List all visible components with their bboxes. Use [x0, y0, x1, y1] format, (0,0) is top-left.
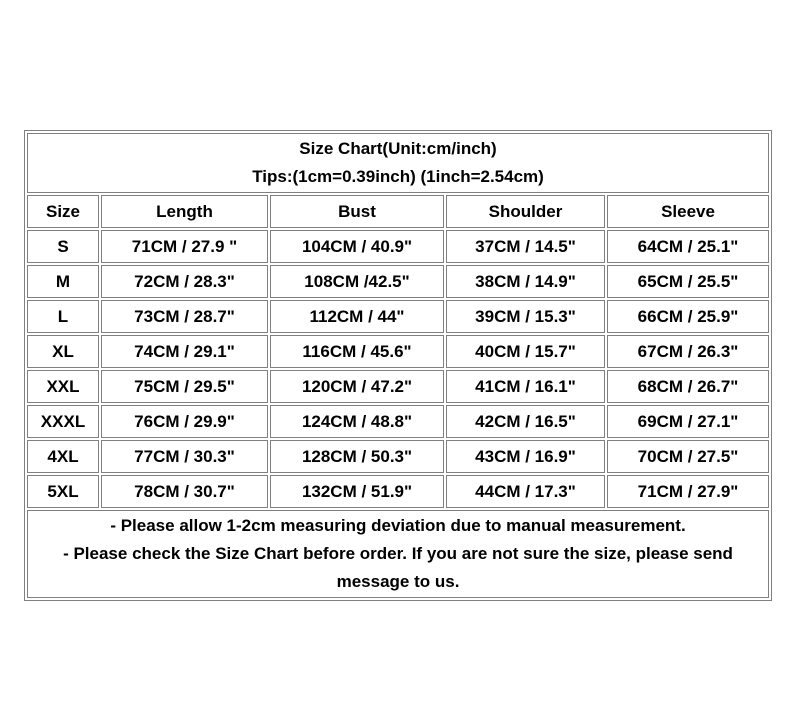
cell-size: XL: [27, 335, 99, 368]
table-row: [27, 475, 769, 508]
table-row: [27, 335, 769, 368]
cell-sleeve: 71CM / 27.9": [607, 475, 769, 508]
header-shoulder: Shoulder: [446, 195, 605, 228]
cell-shoulder: 39CM / 15.3": [446, 300, 605, 333]
cell-bust: 116CM / 45.6": [270, 335, 444, 368]
cell-bust: 124CM / 48.8": [270, 405, 444, 438]
table-row: [27, 440, 769, 473]
cell-shoulder: 42CM / 16.5": [446, 405, 605, 438]
note-deviation: - Please allow 1-2cm measuring deviation due to manual measurement.: [110, 516, 686, 535]
cell-length: 78CM / 30.7": [101, 475, 268, 508]
cell-length: 75CM / 29.5": [101, 370, 268, 403]
cell-length: 77CM / 30.3": [101, 440, 268, 473]
cell-bust: 104CM / 40.9": [270, 230, 444, 263]
cell-sleeve: 64CM / 25.1": [607, 230, 769, 263]
cell-sleeve: 67CM / 26.3": [607, 335, 769, 368]
header-row: [27, 195, 769, 228]
cell-sleeve: 66CM / 25.9": [607, 300, 769, 333]
notes-cell: [27, 510, 769, 598]
cell-bust: 132CM / 51.9": [270, 475, 444, 508]
cell-shoulder: 40CM / 15.7": [446, 335, 605, 368]
cell-sleeve: 65CM / 25.5": [607, 265, 769, 298]
title-cell: [27, 133, 769, 193]
cell-size: L: [27, 300, 99, 333]
cell-shoulder: 38CM / 14.9": [446, 265, 605, 298]
cell-bust: 108CM /42.5": [270, 265, 444, 298]
cell-length: 72CM / 28.3": [101, 265, 268, 298]
cell-shoulder: 43CM / 16.9": [446, 440, 605, 473]
header-length: Length: [101, 195, 268, 228]
cell-shoulder: 44CM / 17.3": [446, 475, 605, 508]
table-row: [27, 265, 769, 298]
cell-length: 71CM / 27.9 ": [101, 230, 268, 263]
cell-size: 4XL: [27, 440, 99, 473]
cell-size: XXL: [27, 370, 99, 403]
cell-size: 5XL: [27, 475, 99, 508]
cell-shoulder: 37CM / 14.5": [446, 230, 605, 263]
cell-bust: 112CM / 44": [270, 300, 444, 333]
table-row: [27, 370, 769, 403]
size-chart-body: [27, 133, 769, 598]
cell-size: S: [27, 230, 99, 263]
cell-bust: 120CM / 47.2": [270, 370, 444, 403]
note-check-size: - Please check the Size Chart before order. If you are not sure the size, please send message to us.: [63, 544, 733, 591]
cell-size: XXXL: [27, 405, 99, 438]
cell-sleeve: 69CM / 27.1": [607, 405, 769, 438]
cell-length: 74CM / 29.1": [101, 335, 268, 368]
cell-sleeve: 70CM / 27.5": [607, 440, 769, 473]
table-row: [27, 230, 769, 263]
header-sleeve: Sleeve: [607, 195, 769, 228]
notes-row: [27, 510, 769, 598]
cell-bust: 128CM / 50.3": [270, 440, 444, 473]
cell-shoulder: 41CM / 16.1": [446, 370, 605, 403]
header-bust: Bust: [270, 195, 444, 228]
table-row: [27, 405, 769, 438]
title-row: [27, 133, 769, 193]
cell-length: 73CM / 28.7": [101, 300, 268, 333]
cell-sleeve: 68CM / 26.7": [607, 370, 769, 403]
header-size: Size: [27, 195, 99, 228]
table-row: [27, 300, 769, 333]
cell-length: 76CM / 29.9": [101, 405, 268, 438]
chart-title: Size Chart(Unit:cm/inch): [299, 139, 497, 158]
size-chart-table: [24, 130, 772, 601]
conversion-tips: Tips:(1cm=0.39inch) (1inch=2.54cm): [252, 167, 544, 186]
cell-size: M: [27, 265, 99, 298]
